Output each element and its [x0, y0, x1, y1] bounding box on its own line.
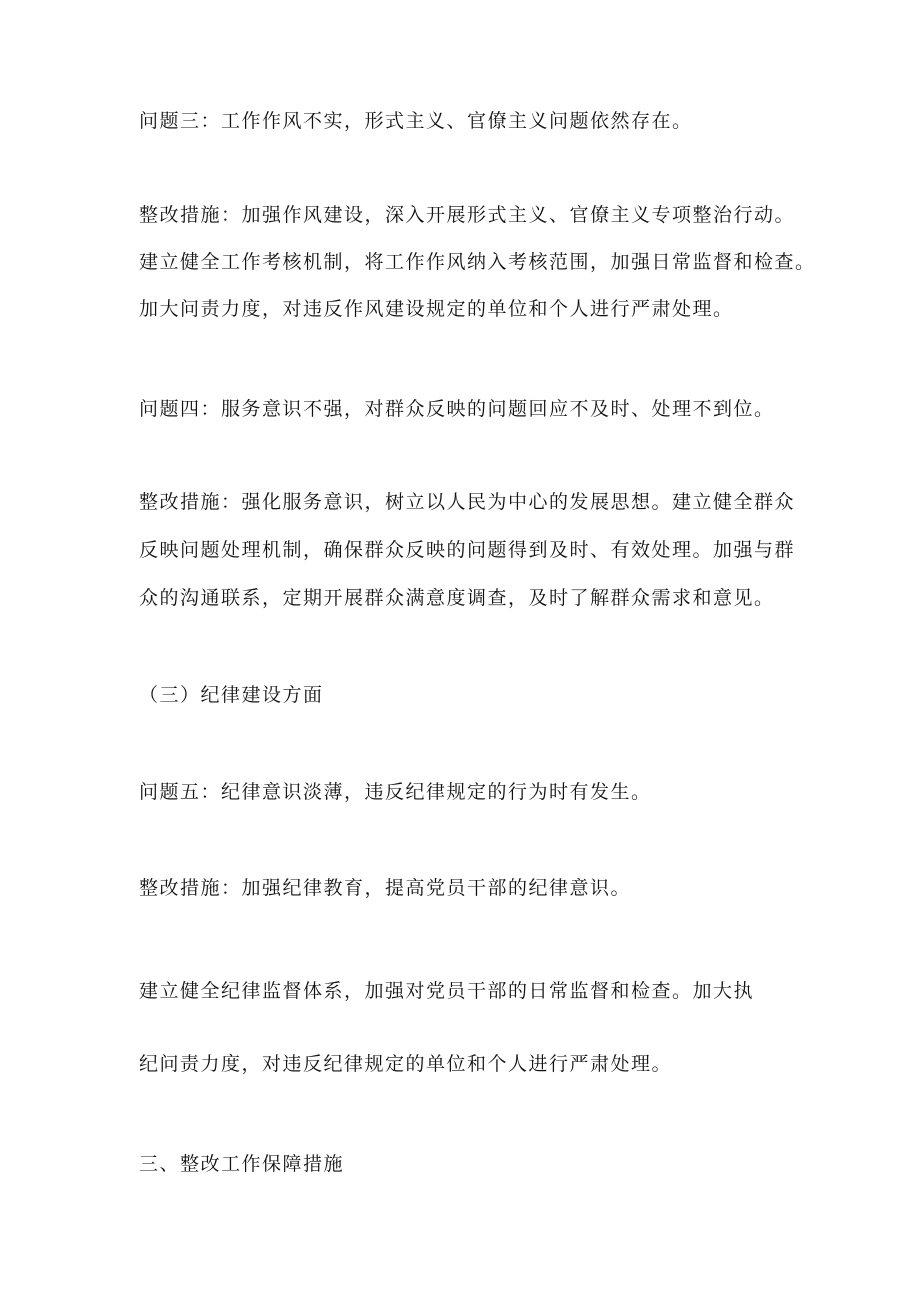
- problem-4-measure-line-1: 整改措施：强化服务意识，树立以人民为中心的发展思想。建立健全群众: [139, 491, 796, 513]
- problem-4-measure-line-2: 反映问题处理机制，确保群众反映的问题得到及时、有效处理。加强与群: [139, 539, 796, 561]
- problem-4-measure-line-3: 众的沟通联系，定期开展群众满意度调查，及时了解群众需求和意见。: [139, 587, 775, 609]
- problem-3-measure-line-1: 整改措施：加强作风建设，深入开展形式主义、官僚主义专项整治行动。: [139, 204, 796, 226]
- part-heading-safeguards: 三、整改工作保障措施: [139, 1153, 345, 1175]
- section-heading-discipline: （三）纪律建设方面: [139, 684, 324, 706]
- problem-3-measure-line-2: 建立健全工作考核机制，将工作作风纳入考核范围，加强日常监督和检查。: [139, 251, 816, 273]
- problem-3-measure-line-3: 加大问责力度，对违反作风建设规定的单位和个人进行严肃处理。: [139, 298, 734, 320]
- problem-5-title: 问题五：纪律意识淡薄，违反纪律规定的行为时有发生。: [139, 781, 652, 803]
- problem-5-measure-line-1: 整改措施：加强纪律教育，提高党员干部的纪律意识。: [139, 877, 632, 899]
- problem-4-title: 问题四：服务意识不强，对群众反映的问题回应不及时、处理不到位。: [139, 398, 775, 420]
- problem-5-measure-line-2: 建立健全纪律监督体系，加强对党员干部的日常监督和检查。加大执: [139, 980, 755, 1002]
- problem-3-title: 问题三：工作作风不实，形式主义、官僚主义问题依然存在。: [139, 110, 693, 132]
- problem-5-measure-line-3: 纪问责力度，对违反纪律规定的单位和个人进行严肃处理。: [139, 1053, 673, 1075]
